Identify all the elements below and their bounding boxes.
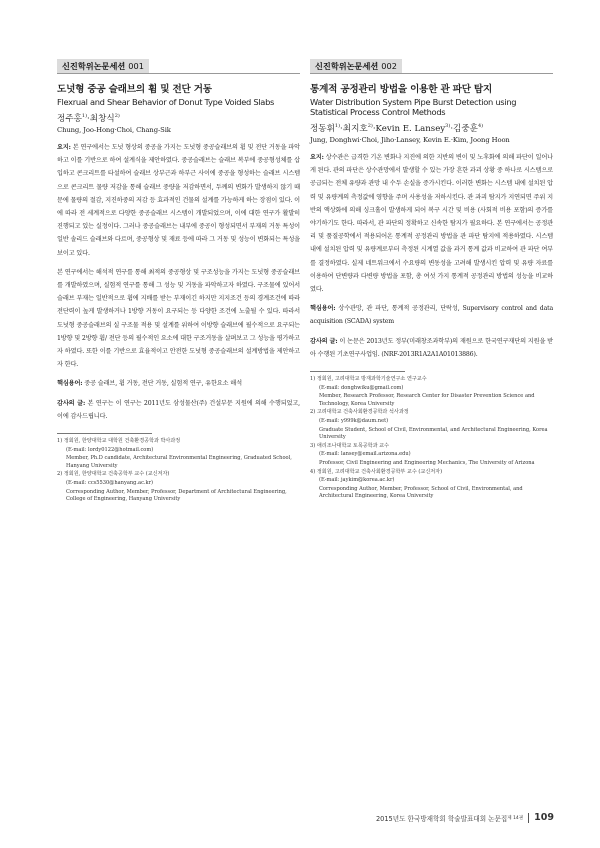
abstract-label: 요지: [57, 144, 71, 151]
footnote: Professor, Civil Engineering and Engineering Mechanics, The University of Arizona [319, 459, 535, 466]
abstract-text: 상수관은 급격한 기온 변화나 지진에 의한 지반의 변이 및 노후화에 의해 파단이 일어나게 된다. 관의 파단은 상수관망에서 발생할 수 있는 가장 흔한 과괴 상황 중 하나로 시스템으로 공급되는 전체 유량과 관망 내 수두 손실을 증가시킨다. 이러한 변화는 시스템 내에 설치된 압력 및 유량계의 측정값에 영향을 주며 사용성을 저하시킨다. 관 과괴 탐지가 지연되면 주위 지반의 액상화에 의해 싱크홀이 발생하게 되어 복구 시간 및 비용 (사회적 비용 포함)의 증가를 야기하기도 한다. 따라서, 관 파단의 정확하고 신속한 탐지가 필요하다. 본 연구에서는 공정관리 및 품질공학에서 적용되어온 통계적 공정관리 방법을 관 파단 탐지에 적용하였다. 시스템 내에 설치된 압력 및 유량계로부터 측정된 시계열 값을 과거 통계 값과 비교하여 관 파단 여부를 결정하였다. 실제 네트워크에서 수요량의 변동성을 고려해 발생시킨 압력 및 유량 자료를 이용하여 단변량과 다변량 방법을 포함, 총 여섯 가지 통계적 공정관리 방법의 성능을 비교하였다. [310, 154, 553, 294]
footnote: Corresponding Author, Member, Professor, Department of Architectural Engineering, College of Engineering, Hanyang University [66, 488, 287, 503]
ack-label: 감사의 글: [310, 337, 338, 345]
footnote: Graduate Student, School of Civil, Environmental, and Architectural Engineering, Korea University [319, 426, 548, 441]
authors-en: Chung, Joo-Hong·Choi, Chang-Sik [57, 126, 171, 134]
keywords-text: 중공 슬래브, 휨 거동, 전단 거동, 실험적 연구, 유한요소 해석 [82, 380, 242, 388]
session-header [310, 54, 553, 74]
footnote: 3) 애리조나대학교 토목공학과 교수 [310, 442, 389, 449]
acknowledgement [310, 335, 553, 361]
session-tag [57, 59, 149, 73]
author-name: 정동휘 [310, 124, 335, 134]
author-mark: 2) [114, 113, 120, 120]
footnote: (E-mail: jaykim@korea.ac.kr) [319, 477, 395, 484]
footnote: (E-mail: lordy0122@hotmail.com) [66, 446, 154, 453]
keywords [310, 302, 553, 328]
footnote: (E-mail: lansey@email.arizona.edu) [319, 451, 411, 458]
page-number: 109 [534, 812, 554, 823]
abstract-label: 요지: [310, 154, 324, 161]
ack-label: 감사의 글: [57, 399, 86, 407]
author-mark: 1) [81, 113, 88, 120]
abstract-text: 본 연구에서는 도넛 형상의 중공을 가지는 도넛형 중공슬래브의 휨 및 전단 거동을 파악하고 이를 기반으로 하여 설계식을 제안하였다. 중공슬래브는 슬래브 복부에 중공형성체를 삽입하고 콘크리트를 타설하여 슬래브 상부근과 하부근 사이에 중공을 형성하는 슬래브 시스템으로 콘크리트 물량 저감을 통해 슬래브 중량을 저감하면서, 두께의 변화가 발생하지 않기 때문에 물량의 절감, 지진하중의 저감 등 효과적인 건물의 설계를 가능하게 하는 장점이 있다. 이에 따라 전 세계적으로 다양한 중공슬래브 시스템이 개발되었으며, 이에 대한 연구가 활발히 진행되고 있는 실정이다. 그러나 중공슬래브는 내부에 중공이 형성되면서 부재의 거동 특성이 일반 솔리드 슬래브와 다르며, 중공형상 및 재료 등에 따라 그 거동 및 성능이 변화되는 특성을 보이고 있다. [57, 144, 300, 257]
article-title-en-line1: Water Distribution System Pipe Burst Detection using [310, 97, 517, 107]
article-title-en-line2: Statistical Process Control Methods [310, 107, 446, 117]
keywords-label: 핵심용어: [57, 380, 83, 388]
footnote: 4) 정회원, 고려대학교 건축사회환경공학부 교수 (교신저자) [310, 468, 443, 475]
left-article [57, 54, 300, 505]
footnote-divider [57, 433, 152, 434]
session-tag-label: 신진학위논문세션 [62, 61, 126, 71]
right-article [310, 54, 553, 502]
footnote: Member, Research Professor, Research Center for Disaster Prevention Science and Technology, Korea University [319, 393, 535, 407]
article-title-en: Flexrual and Shear Behavior of Donut Type Voided Slabs [57, 97, 275, 107]
acknowledgement [57, 397, 300, 423]
footnote: 1) 정회원, 고려대학교 방재과학기술연구소 연구교수 [310, 376, 427, 383]
author-mark: 1) [334, 123, 341, 130]
abstract-paragraph [57, 141, 300, 260]
author-name: ·최지호 [340, 124, 368, 134]
footnote: Corresponding Author, Member, Professor, School of Civil, Environmental, and Architectural Engineering, Korea University [319, 485, 523, 500]
footnote: 1) 정회원, 한양대학교 대학원 건축환경공학과 박사과정 [57, 438, 181, 445]
footnote: (E-mail: y999k@daum.net) [319, 418, 389, 425]
author-mark: 3) [445, 123, 451, 130]
session-tag-number: 001 [128, 61, 144, 71]
footnote-divider [310, 371, 405, 372]
footnote: Member, Ph.D candidate, Architectural Environmental Engineering, Graduated School, Hanyang University [66, 455, 292, 469]
footnote: 2) 정회원, 한양대학교 건축공학부 교수 (교신저자) [57, 471, 170, 478]
author-mark: 4) [477, 123, 484, 130]
keywords-label: 핵심용어: [310, 305, 336, 313]
session-tag-label: 신진학위논문세션 [315, 61, 379, 71]
ack-text: 이 논문은 2013년도 정부(미래창조과학부)의 재원으로 한국연구재단의 지원을 받아 수행된 기초연구사업임. (NRF-2013R1A2A1A01013886). [310, 337, 553, 358]
authors-ko [310, 122, 553, 134]
journal-volume: 제 14권 [507, 815, 524, 821]
author-name: ·김중훈 [450, 124, 478, 134]
session-tag-number: 002 [381, 61, 397, 71]
author-mark: 2) [367, 123, 373, 130]
keywords-text: 상수관망, 관 파단, 통계적 공정관리, 단락성, Supervisory control and data acquisition (SCADA) system [310, 305, 553, 326]
author-name: ·최창식 [87, 114, 115, 124]
page-footer [376, 812, 554, 823]
footnote: (E-mail: ccs5530@hanyang.ac.kr) [66, 480, 154, 487]
footnote: 2) 고려대학교 건축사회환경공학과 석사과정 [310, 409, 409, 416]
author-name: ·Kevin E. Lansey [372, 124, 446, 134]
keywords [57, 377, 300, 390]
footer-divider [528, 813, 529, 823]
ack-text: 본 연구는 이 연구는 2011년도 삼성물산(주) 건설부문 지원에 의해 수행되었고, 이에 감사드립니다. [57, 399, 300, 420]
session-tag [310, 59, 402, 73]
authors-ko [57, 112, 300, 124]
article-title-ko: 통계적 공정관리 방법을 이용한 관 파단 탐지 [310, 84, 493, 95]
footnote: (E-mail: donghwiku@gmail.com) [319, 384, 404, 391]
abstract-paragraph [310, 151, 553, 296]
journal-name: 2015년도 한국방재학회 학술발표대회 논문집 [375, 814, 508, 823]
abstract-paragraph-2: 본 연구에서는 해석적 연구를 통해 최적의 중공형상 및 구조성능을 가지는 도넛형 중공슬래브를 개발하였으며, 실험적 연구를 통해 그 성능 및 거동을 파악하고자 하였다. 구조물에 있어서 슬래브 부재는 일반적으로 휨에 지배를 받는 부재이긴 하지만 지지조건 등의 경계조건에 따라 전단력이 높게 발생하거나 1방향 거동이 요구되는 등 다양한 조건에 노출될 수 있다. 따라서 도넛형 중공슬래브의 실 구조물 적용 및 설계를 위하여 이방향 슬래브에 필수적으로 요구되는 1방향 및 2방향 휨/ 전단 등의 필수적인 요소에 대한 구조거동을 살펴보고 그 성능을 평가하고자 하였다. 또한 이를 기반으로 효율적이고 안전한 도넛형 중공슬래브의 설계방법을 제안하고자 한다. [57, 268, 300, 369]
session-header [57, 54, 300, 74]
authors-en: Jung, Donghwi·Choi, Jiho·Lansey, Kevin E.·Kim, Joong Hoon [310, 136, 510, 144]
author-name: 정주홍 [57, 114, 82, 124]
article-title-ko: 도넛형 중공 슬래브의 휨 및 전단 거동 [57, 84, 212, 95]
